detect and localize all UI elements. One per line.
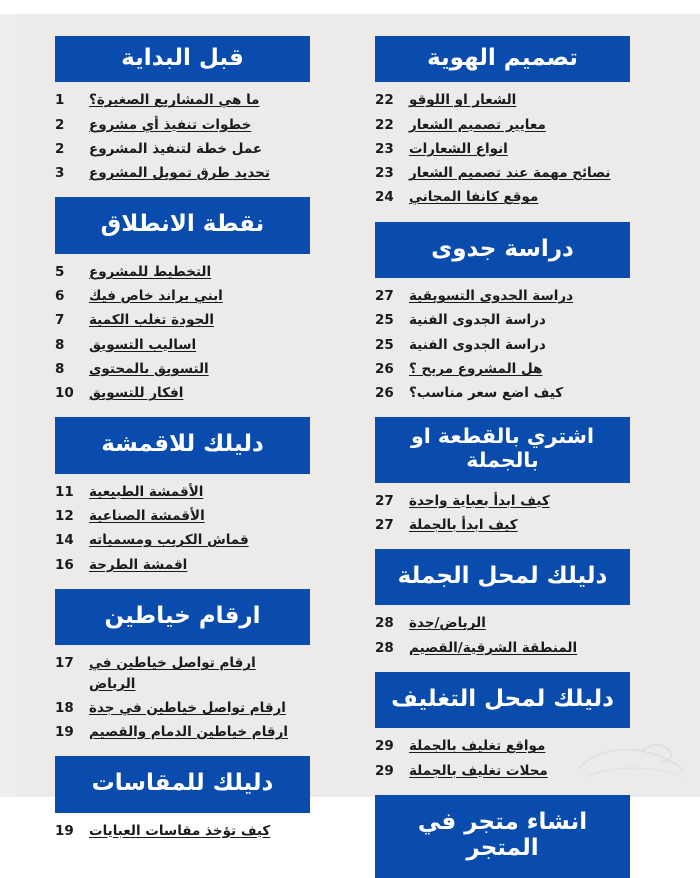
toc-entry[interactable] [55,310,310,330]
toc-entry[interactable] [375,761,630,781]
section-heading[interactable]: تصميم الهوية [375,36,630,82]
entry-page-number: 27 [375,492,394,509]
section-heading[interactable]: دليلك للمقاسات [55,756,310,812]
entry-title[interactable]: المنطقة الشرقية/القصيم [409,639,578,656]
entry-page-number: 28 [375,615,394,632]
entry-title[interactable]: افكار للتسويق [89,385,184,402]
entry-title[interactable]: ما هي المشاريع الصغيرة؟ [89,92,260,109]
entry-page-number: 19 [55,724,74,740]
entry-page-number: 17 [55,655,74,672]
entry-title[interactable]: انواع الشعارات [409,140,508,157]
section-heading[interactable]: دليلك للاقمشة [55,417,310,473]
entry-title[interactable]: كيف تؤخذ مقاسات العبايات [89,822,271,839]
section-entries [55,474,310,589]
toc-entry[interactable] [55,482,310,502]
entry-title[interactable]: الأقمشة الصناعية [89,508,205,525]
section-heading[interactable]: دراسة جدوى [375,222,630,278]
toc-entry[interactable] [375,115,630,135]
toc-entry[interactable] [55,359,310,379]
entry-page-number: 29 [375,738,394,755]
entry-page-number: 10 [55,385,74,402]
toc-section-nuqtat-alintilaq [55,197,310,417]
toc-entry[interactable] [55,653,310,694]
toc-section-qabl-albedaya [55,36,310,197]
toc-section-tasmim-alhawiya [375,36,630,222]
toc-entry[interactable] [55,262,310,282]
entry-title[interactable]: تحديد طرق تمويل المشروع [89,165,270,182]
entry-title[interactable]: ارقام تواصل خياطين في جدة [89,699,286,716]
entry-title[interactable]: اساليب التسويق [89,336,197,353]
toc-columns [0,14,700,862]
entry-page-number: 11 [55,483,74,500]
toc-entry[interactable] [55,335,310,355]
entry-page-number: 28 [375,639,394,656]
section-entries [375,605,630,672]
section-entries [375,728,630,795]
toc-entry[interactable] [375,515,630,535]
entry-page-number: 22 [375,116,394,133]
section-heading[interactable]: دليلك لمحل الجملة [375,549,630,605]
section-entries [375,278,630,417]
entry-title[interactable]: اقمشة الطرحة [89,556,188,573]
toc-entry[interactable] [55,383,310,403]
section-heading[interactable]: اشتري بالقطعة او بالجملة [375,417,630,482]
toc-entry[interactable] [375,335,630,355]
entry-page-number: 6 [55,288,65,305]
entry-title[interactable]: مواقع تغليف بالجملة [409,738,546,755]
toc-entry[interactable] [375,359,630,379]
entry-page-number: 7 [55,312,65,329]
entry-title[interactable]: هل المشروع مربح ؟ [409,360,543,377]
entry-title[interactable]: الرياض/جدة [409,615,486,632]
entry-title[interactable]: قماش الكريب ومسمياته [89,532,249,549]
entry-page-number: 26 [375,385,394,402]
toc-section-dalilak-lilmaqasat [55,756,310,855]
toc-entry[interactable] [375,90,630,110]
entry-page-number: 14 [55,532,74,549]
toc-entry[interactable] [375,736,630,756]
entry-page-number: 1 [55,92,65,109]
section-heading[interactable]: ارقام خياطين [55,589,310,645]
entry-page-number: 25 [375,312,394,329]
entry-page-number: 12 [55,508,74,525]
section-entries [55,254,310,418]
section-entries [375,82,630,221]
toc-section-dalilak-lilaqmisha [55,417,310,588]
entry-page-number: 26 [375,360,394,377]
entry-page-number: 2 [55,116,65,133]
toc-entry[interactable] [375,139,630,159]
toc-section-dalilak-limahal-aljumla [375,549,630,672]
entry-page-number: 23 [375,140,394,157]
toc-entry[interactable] [375,163,630,183]
toc-section-insha-matjar [375,795,630,878]
entry-title[interactable]: ابني براند خاص فيك [89,288,223,305]
toc-entry[interactable] [55,555,310,575]
entry-page-number: 29 [375,762,394,779]
entry-page-number: 16 [55,556,74,573]
toc-entry[interactable] [55,698,310,718]
entry-page-number: 18 [55,699,74,716]
toc-entry[interactable] [55,286,310,306]
toc-entry[interactable] [375,310,630,330]
entry-page-number: 2 [55,140,65,157]
entry-page-number: 8 [55,336,65,353]
section-heading[interactable]: نقطة الانطلاق [55,197,310,253]
entry-page-number: 25 [375,336,394,353]
section-entries [55,813,310,855]
toc-section-dirasat-jadwa [375,222,630,418]
entry-page-number: 23 [375,165,394,182]
entry-title[interactable]: كيف ابدأ بالجملة [409,516,518,533]
toc-entry[interactable] [375,638,630,658]
entry-page-number: 22 [375,92,394,109]
entry-title[interactable]: التخطيط للمشروع [89,263,212,280]
toc-entry[interactable] [375,286,630,306]
section-heading[interactable]: انشاء متجر في المتجر [375,795,630,878]
section-entries [375,483,630,550]
toc-entry[interactable] [375,613,630,633]
toc-entry[interactable] [55,115,310,135]
entry-title[interactable]: محلات تغليف بالجملة [409,762,548,779]
toc-column-right [55,36,310,839]
toc-entry[interactable] [55,163,310,183]
entry-title[interactable]: ارقام خياطين الدمام والقصيم [89,724,289,740]
entry-page-number: 24 [375,189,394,206]
entry-title[interactable]: ارقام تواصل خياطين في الرياض [89,655,256,692]
toc-entry[interactable] [375,491,630,511]
entry-page-number: 19 [55,822,74,839]
entry-title[interactable]: دراسة الجدوى التسويقية [409,288,574,305]
entry-page-number: 5 [55,263,65,280]
section-heading[interactable]: دليلك لمحل التغليف [375,672,630,728]
toc-entry[interactable] [55,530,310,550]
entry-title[interactable]: موقع كانفا المجاني [409,189,539,206]
toc-entry[interactable] [375,383,630,403]
entry-title[interactable]: الأقمشة الطبيعية [89,483,204,500]
entry-title[interactable]: الشعار او اللوقو [409,92,517,109]
section-heading[interactable]: قبل البداية [55,36,310,82]
toc-entry[interactable] [55,506,310,526]
toc-entry[interactable] [375,187,630,207]
entry-page-number: 8 [55,360,65,377]
entry-page-number: 27 [375,288,394,305]
toc-section-ishtari-bilqita-aw-biljumla [375,417,630,549]
entry-title[interactable]: دراسة الجدوى الفنية [409,312,546,329]
toc-section-arqam-khayyatin [55,589,310,756]
entry-title[interactable]: نصائح مهمة عند تصميم الشعار [409,165,611,182]
entry-title[interactable]: كيف ابدأ بعباية واحدة [409,492,550,509]
entry-title[interactable]: عمل خطة لتنفيذ المشروع [89,140,263,157]
toc-entry[interactable] [55,722,310,742]
entry-title[interactable]: كيف اضع سعر مناسب؟ [409,385,564,402]
toc-entry[interactable] [55,139,310,159]
toc-entry[interactable] [55,90,310,110]
entry-title[interactable]: التسويق بالمحتوى [89,360,209,377]
toc-entry[interactable] [55,821,310,841]
entry-title[interactable]: خطوات تنفيذ أي مشروع [89,116,252,133]
entry-title[interactable]: الجودة تغلب الكمية [89,312,214,329]
entry-page-number: 3 [55,165,65,182]
entry-title[interactable]: معايير تصميم الشعار [409,116,546,133]
entry-title[interactable]: دراسة الجدوى الفنية [409,336,546,353]
toc-section-dalilak-limahal-altaghlif [375,672,630,795]
section-entries [55,82,310,197]
section-entries [55,645,310,756]
toc-column-left [375,36,630,862]
entry-page-number: 27 [375,516,394,533]
